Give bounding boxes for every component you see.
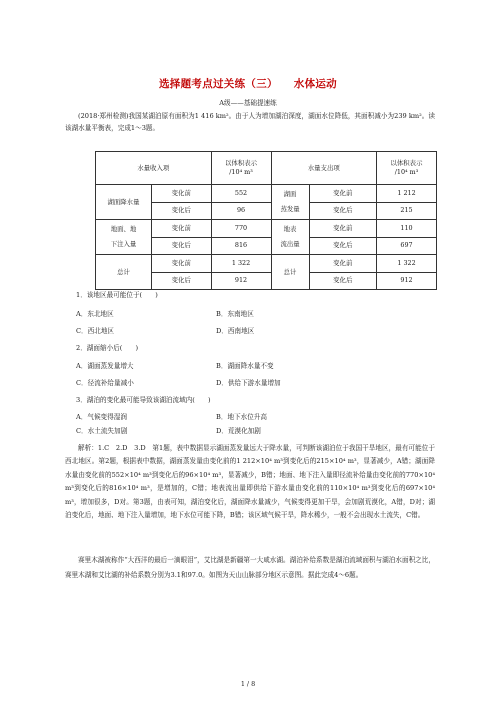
row-label-ground-inflow xyxy=(96,220,152,255)
cell-before: 变化前 xyxy=(152,220,212,238)
cell-value: 215 xyxy=(377,202,437,220)
evaporation-line1: 湖面 xyxy=(283,190,297,198)
cell-before: 变化前 xyxy=(309,255,376,273)
row-label-total-income: 总计 xyxy=(96,255,152,290)
cell-value: 1 322 xyxy=(211,255,271,273)
surface-outflow-line2: 流出量 xyxy=(280,240,300,248)
cell-value: 110 xyxy=(377,220,437,238)
title-main: 选择题考点过关练（三） xyxy=(159,78,278,90)
question-1-option-b: B．东南地区 xyxy=(216,310,254,318)
intro-paragraph-2: 赛里木湖被称作“大西洋的最后一滴眼泪”，艾比湖是新疆第一大咸水湖。湖泊补给系数是湖泊流域面积与湖泊水面积之比，赛里木湖和艾比湖的补给系数分别为3.1和97.0。如图为天山山脉部分地区示意图。据此完成4～6题。 xyxy=(65,556,435,579)
ground-inflow-line2: 下注入量 xyxy=(110,240,137,248)
question-1-option-a: A．东北地区 xyxy=(76,310,114,318)
header-unit-expense xyxy=(377,152,437,185)
table-row xyxy=(96,185,437,203)
cell-value: 697 xyxy=(377,237,437,255)
cell-after: 变化后 xyxy=(309,237,376,255)
table-row xyxy=(96,255,437,273)
cell-value: 1 322 xyxy=(377,255,437,273)
header-expense: 水量支出项 xyxy=(271,152,376,185)
question-2-stem: 2．湖面缩小后( ) xyxy=(76,344,139,352)
cell-value: 552 xyxy=(211,185,271,203)
ground-inflow-line1: 地面、地 xyxy=(110,225,137,233)
intro-paragraph: (2018·郑州检测)我国某湖泊原有面积为1 416 km²。由于人为增加湖泊深度，湖面水位降低，其面积减小为239 km²。读该湖水量平衡表，完成1～3题。 xyxy=(65,112,435,133)
cell-value: 96 xyxy=(211,202,271,220)
question-2-option-b: B．湖面降水量不变 xyxy=(216,362,274,370)
question-3-option-d: D．荒漠化加剧 xyxy=(216,427,261,435)
table-header-row xyxy=(96,152,437,185)
header-unit-expense-line2: /10⁴ m³ xyxy=(394,168,419,176)
header-unit-income-line1: 以体积表示 xyxy=(225,159,257,167)
question-2-option-d: D．供给下游水量增加 xyxy=(216,379,281,387)
water-balance-table xyxy=(95,151,437,290)
question-2-option-c: C．径流补给量减小 xyxy=(76,379,134,387)
cell-after: 变化后 xyxy=(309,202,376,220)
evaporation-line2: 蒸发量 xyxy=(280,205,300,213)
question-1-stem: 1．该地区最可能位于( ) xyxy=(76,291,158,299)
row-label-total-expense: 总计 xyxy=(271,255,309,290)
cell-value: 912 xyxy=(377,272,437,290)
cell-after: 变化后 xyxy=(152,272,212,290)
cell-before: 变化前 xyxy=(152,185,212,203)
row-label-evaporation xyxy=(271,185,309,220)
header-income: 水量收入项 xyxy=(96,152,212,185)
page-title xyxy=(0,76,496,91)
cell-value: 816 xyxy=(211,237,271,255)
question-1-option-c: C．西北地区 xyxy=(76,327,115,335)
row-label-precipitation: 湖面降水量 xyxy=(96,185,152,220)
row-label-surface-outflow xyxy=(271,220,309,255)
cell-value: 770 xyxy=(211,220,271,238)
header-unit-expense-line1: 以体积表示 xyxy=(390,159,423,167)
cell-after: 变化后 xyxy=(152,237,212,255)
page-number: 1 / 8 xyxy=(240,680,256,688)
title-topic: 水体运动 xyxy=(293,78,337,90)
cell-before: 变化前 xyxy=(152,255,212,273)
question-3-stem: 3．湖泊的变化最可能导致该湖泊流域内( ) xyxy=(76,396,211,404)
header-unit-income-line2: /10⁴ m³ xyxy=(229,168,253,176)
cell-before: 变化前 xyxy=(309,185,376,203)
table-row xyxy=(96,220,437,238)
question-1-option-d: D．西南地区 xyxy=(216,327,255,335)
cell-after: 变化后 xyxy=(152,202,212,220)
cell-value: 1 212 xyxy=(377,185,437,203)
question-2-option-a: A．湖面蒸发量增大 xyxy=(76,362,134,370)
answer-analysis: 解析：1.C 2.D 3.D 第1题，表中数据显示湖面蒸发量远大于降水量，可判断该湖泊位于我国干旱地区，最有可能位于西北地区。第2题，根据表中数据，湖面蒸发量由变化前的1 212×10⁴ m³到变化后的215×10⁴ m³，显著减少，A错；湖面降水量由变化前的552×10⁴ m³到变化后的96×10⁴ m³，显著减少，B错；地面、地下注入量即径流补给量由变化前的770×10⁴ m³到变化后的816×10⁴ m³，是增加的，C错；地表流出量即供给下游水量由变化前的110×10⁴ m³到变化后的697×10⁴ m³，增加很多，D对。第3题，由表可知，湖泊变化后，湖面降水量减少，气候变得更加干旱，会加剧荒漠化，A错，D对；湖泊变化后，地面、地下注入量增加，地下水位可能下降，B错；该区域气候干旱，降水稀少，一般不会出现水土流失，C错。 xyxy=(65,444,435,520)
header-unit-income xyxy=(211,152,271,185)
surface-outflow-line1: 地表 xyxy=(283,225,297,233)
cell-after: 变化后 xyxy=(309,272,376,290)
section-subtitle: A级——基础提速练 xyxy=(219,99,277,107)
question-3-option-c: C．水土流失加剧 xyxy=(76,427,128,435)
question-3-option-a: A．气候变得湿润 xyxy=(76,413,127,421)
question-3-option-b: B．地下水位升高 xyxy=(216,413,268,421)
cell-before: 变化前 xyxy=(309,220,376,238)
cell-value: 912 xyxy=(211,272,271,290)
